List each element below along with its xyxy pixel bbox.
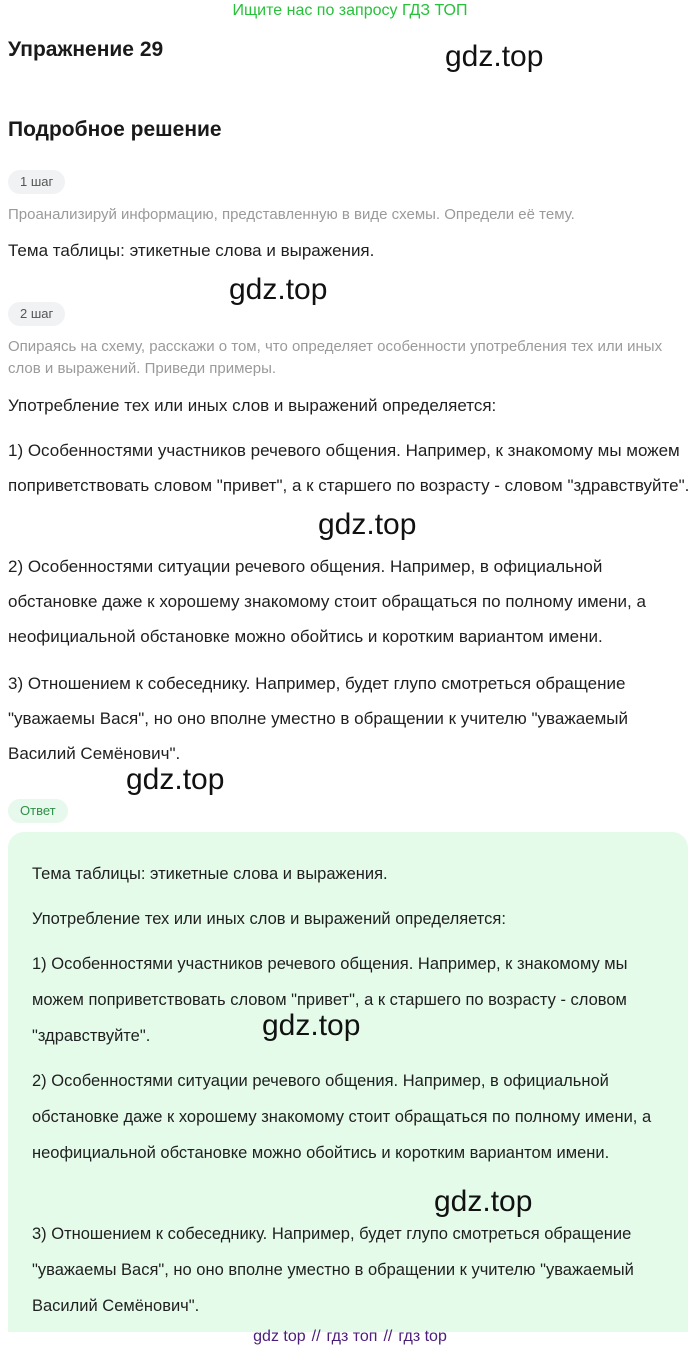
step-1-hint: Проанализируй информацию, представленную в виде схемы. Определи её тему. [8,206,575,223]
step-2-badge: 2 шаг [8,302,65,326]
step-2-point-1: 1) Особенностями участников речевого общения. Например, к знакомому мы можем поприветствовать словом "привет", а к старшего по возрасту - словом "здравствуйте". [8,441,690,495]
answer-text-2: Употребление тех или иных слов и выражений определяется: [32,910,506,928]
watermark: gdz.top [445,40,544,73]
answer-point-1: 1) Особенностями участников речевого общения. Например, к знакомому мы можем поприветствовать словом "привет", а к старшего по возрасту - словом "здравствуйте". [32,955,628,1045]
step-1-text: Тема таблицы: этикетные слова и выражения. [8,241,375,260]
answer-text-1: Тема таблицы: этикетные слова и выражения. [32,865,388,883]
answer-point-3: 3) Отношением к собеседнику. Например, будет глупо смотреться обращение "уважаемы Вася", но оно вполне уместно в обращении к учителю "уважаемый Василий Семёнович". [32,1225,634,1315]
footer-link[interactable]: гдз топ [326,1328,378,1345]
step-2-point-3: 3) Отношением к собеседнику. Например, будет глупо смотреться обращение "уважаемы Вася", но оно вполне уместно в обращении к учителю "уважаемый Василий Семёнович". [8,674,629,763]
footer-link[interactable]: gdz top [253,1328,306,1345]
section-title: Подробное решение [8,118,222,141]
exercise-title: Упражнение 29 [8,38,164,61]
watermark: gdz.top [126,763,225,796]
step-1-badge: 1 шаг [8,170,65,194]
answer-point-2: 2) Особенностями ситуации речевого общения. Например, в официальной обстановке даже к хорошему знакомому стоит обращаться по полному имени, а неофициальной обстановке можно обойтись и коротким вариантом имени. [32,1072,652,1162]
step-2-point-2: 2) Особенностями ситуации речевого общения. Например, в официальной обстановке даже к хорошему знакомому стоит обращаться по полному имени, а неофициальной обстановке можно обойтись и коротким вариантом имени. [8,557,646,646]
watermark: gdz.top [229,273,328,306]
footer-link[interactable]: гдз top [398,1328,447,1345]
watermark: gdz.top [262,1009,361,1042]
watermark: gdz.top [318,508,417,541]
footer-links [0,1328,700,1346]
answer-badge: Ответ [8,799,68,823]
watermark: gdz.top [434,1185,533,1218]
footer-separator: // [311,1328,321,1345]
footer-separator: // [383,1328,393,1345]
step-2-intro: Употребление тех или иных слов и выражений определяется: [8,396,497,415]
promo-banner[interactable]: Ищите нас по запросу ГДЗ ТОП [232,2,468,19]
step-2-hint: Опираясь на схему, расскажи о том, что определяет особенности употребления тех или иных слов и выражений. Приведи примеры. [8,338,663,377]
